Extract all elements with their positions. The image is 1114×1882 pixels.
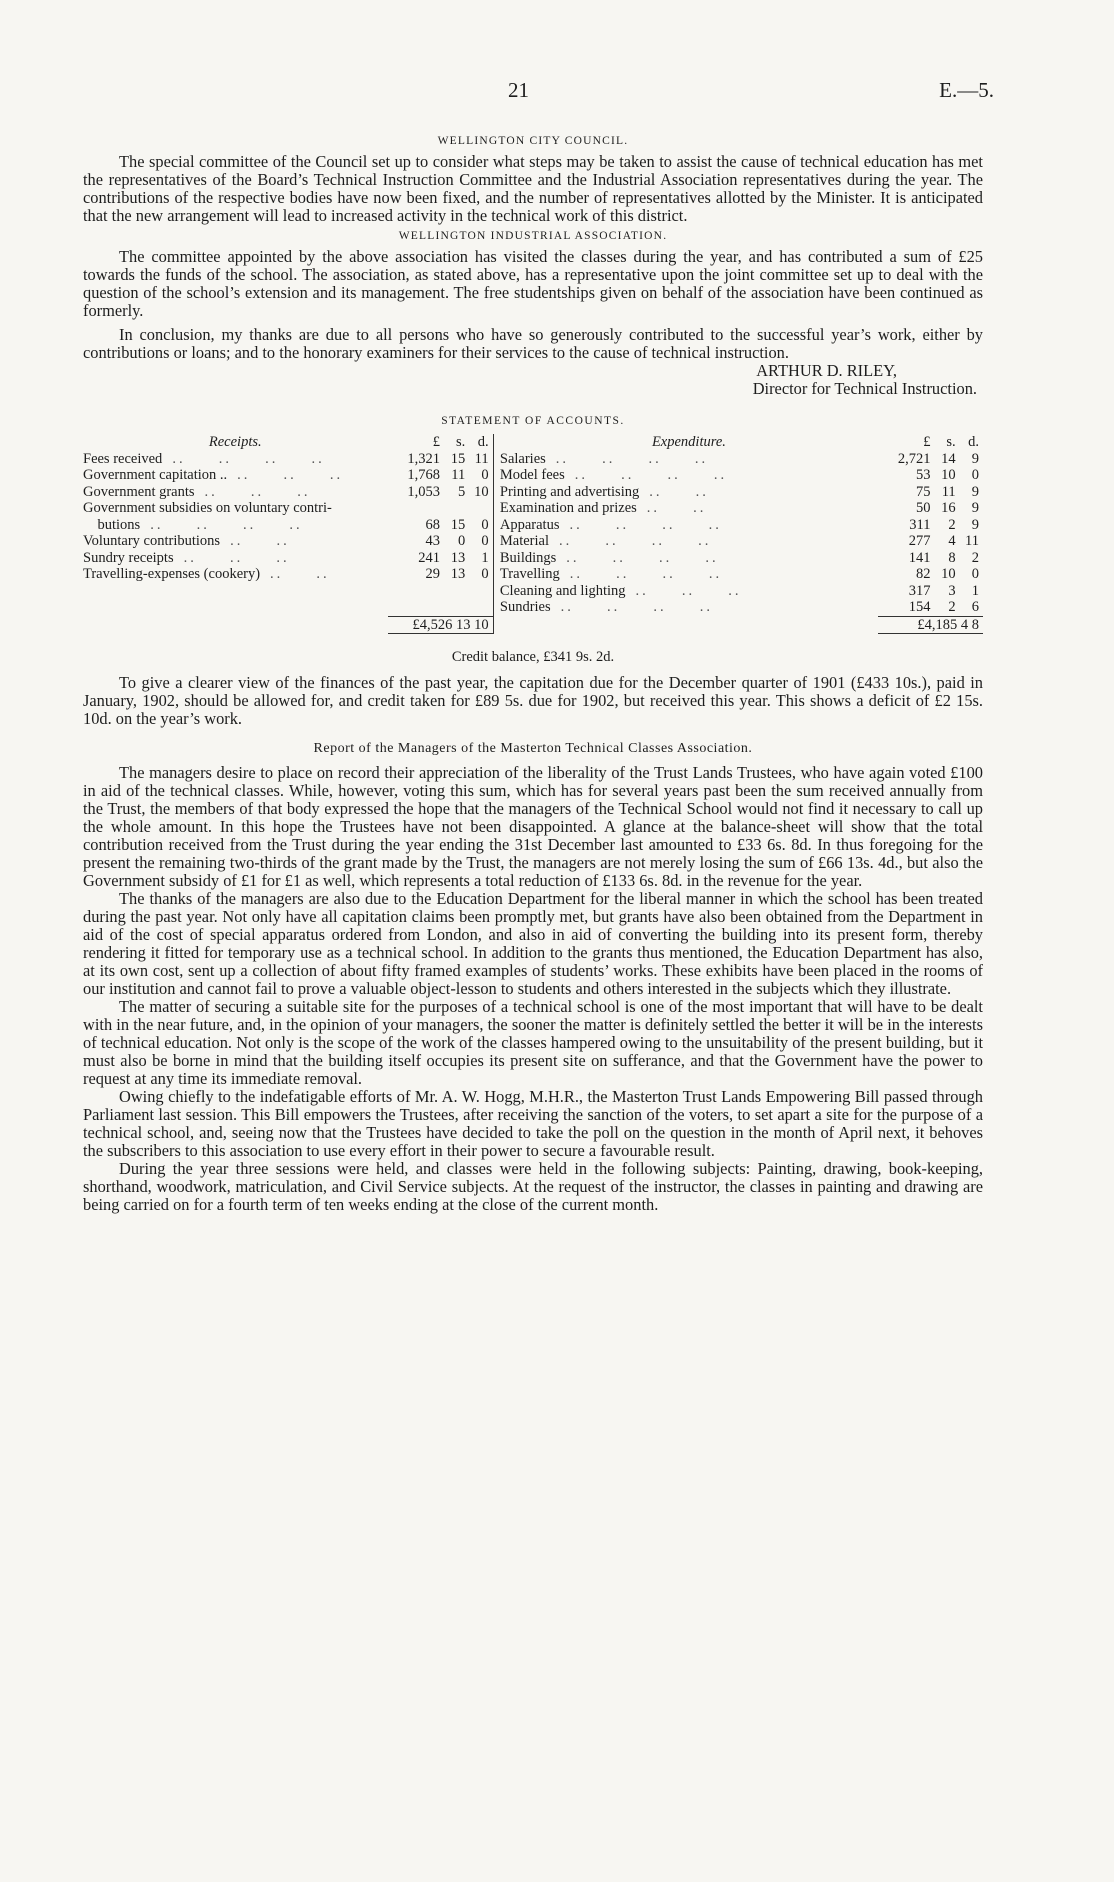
leader-dots: .. .. .. ..	[569, 566, 723, 582]
receipt-shillings: 13	[450, 566, 466, 582]
credit-balance: Credit balance, £341 9s. 2d.	[451, 649, 615, 665]
expenditure-pence: 11	[965, 533, 979, 549]
expenditure-pounds: 154	[908, 599, 931, 615]
accounts-row	[83, 599, 983, 616]
expenditure-pence: 0	[971, 566, 979, 582]
receipt-pounds: 43	[425, 533, 441, 549]
expenditure-pence: 0	[971, 467, 979, 483]
receipt-label	[83, 467, 388, 484]
leader-dots: .. .. .. ..	[574, 467, 728, 483]
expenditure-pence: 9	[971, 450, 979, 467]
receipt-shillings: 15	[450, 516, 466, 533]
signer-name: ARTHUR D. RILEY,	[756, 361, 897, 380]
accounts-row	[83, 500, 983, 517]
receipt-label	[83, 599, 388, 616]
section-heading-masterton: Report of the Managers of the Masterton Technical Classes Association.	[313, 741, 753, 756]
column-divider	[493, 566, 500, 583]
accounts-row	[83, 484, 983, 501]
receipts-heading: Receipts.	[208, 434, 262, 450]
column-divider	[493, 550, 500, 567]
col-shillings: s.	[946, 434, 956, 450]
expenditure-label	[500, 533, 878, 550]
receipt-label-text: Voluntary contributions	[83, 533, 221, 549]
accounts-row	[83, 533, 983, 550]
expenditure-label-text: Apparatus	[499, 516, 560, 533]
column-divider	[493, 517, 500, 534]
expenditure-total: £4,185 4 8	[878, 616, 983, 634]
masterton-report	[83, 764, 983, 1214]
expenditure-pounds: 141	[908, 549, 931, 566]
receipt-label-text: Sundry receipts	[83, 549, 174, 566]
accounts-row	[83, 517, 983, 534]
receipt-shillings: 11	[451, 467, 466, 483]
masterton-paragraph: Owing chiefly to the indefatigable efforts of Mr. A. W. Hogg, M.H.R., the Masterton Trust Lands Empowering Bill passed through Parliament last session. This Bill empowers the Trustees, after receiving the sanction of the voters, to set apart a site for the purpose of a technical school, and, seeing now that the Trustees have decided to take the poll on the question in the month of April next, it behoves the subscribers to this association to use every effort in their power to secure a favourable result.	[83, 1087, 983, 1160]
leader-dots: .. .. .. ..	[559, 533, 712, 549]
expenditure-shillings: 14	[941, 450, 956, 467]
paragraph-conclusion: In conclusion, my thanks are due to all persons who have so generously contributed to the successful year’s work, either by contributions or loans; and to the honorary examiners for their services to the cause of technical instruction.	[83, 325, 983, 362]
accounts-table	[83, 434, 983, 634]
expenditure-label	[500, 484, 878, 501]
expenditure-label-text: Travelling	[499, 566, 560, 582]
receipt-label-text: Government capitation ..	[83, 467, 228, 483]
column-divider	[493, 434, 500, 451]
receipt-pounds	[388, 500, 441, 517]
receipt-label	[83, 566, 388, 583]
leader-dots: .. .. .. ..	[172, 450, 325, 467]
receipt-label-text: Government grants	[83, 483, 195, 500]
column-divider	[493, 599, 500, 616]
expenditure-pounds: 277	[908, 533, 931, 549]
expenditure-pence: 1	[971, 582, 979, 599]
expenditure-label-text: Cleaning and lighting	[499, 582, 626, 599]
section-heading-industrial-association: WELLINGTON INDUSTRIAL ASSOCIATION.	[398, 230, 668, 242]
receipt-label	[83, 583, 388, 600]
masterton-paragraph: The matter of securing a suitable site for the purposes of a technical school is one of the most important that will have to be dealt with in the near future, and, in the opinion of your managers, the sooner the matter is definitely settled the better it will be in the interests of technical education. Not only is the scope of the work of the classes hampered owing to the unsuitability of the present building, but it must also be borne in mind that the building itself occupies its present site on sufferance, and that the Government have the power to request at any time its immediate removal.	[83, 997, 983, 1088]
receipt-pounds: 68	[425, 516, 441, 533]
leader-dots: .. .. ..	[635, 582, 742, 599]
receipt-pence: 1	[481, 549, 489, 566]
expenditure-label-text: Material	[499, 533, 550, 549]
receipt-pounds	[388, 599, 441, 616]
leader-dots: .. ..	[646, 500, 707, 516]
masterton-paragraph: The thanks of the managers are also due to the Education Department for the liberal manner in which the school has been treated during the past year. Not only have all capitation claims been promptly met, but grants have also been obtained from the Department in aid of the cost of special apparatus ordered from London, and also in aid of converting the building into its present form, thereby rendering it fitted for temporary use as a technical school. In addition to the grants thus mentioned, the Education Department has also, at its own cost, sent up a collection of about fifty framed examples of students’ works. These exhibits have been placed in the rooms of our institution and cannot fail to prove a valuable object-lesson to students and others interested in the subjects which they illustrate.	[83, 889, 983, 998]
accounts-row	[83, 451, 983, 468]
receipt-pence	[465, 583, 493, 600]
receipt-pence: 0	[481, 533, 489, 549]
expenditure-shillings: 10	[941, 467, 956, 483]
accounts-header-row	[83, 434, 983, 451]
expenditure-label	[500, 517, 878, 534]
expenditure-pounds: 2,721	[897, 450, 931, 467]
receipt-label	[83, 500, 388, 517]
accounts-row	[83, 550, 983, 567]
column-divider	[493, 451, 500, 468]
col-pence: d.	[968, 434, 979, 450]
expenditure-shillings: 3	[948, 582, 956, 599]
expenditure-label-text: Salaries	[499, 450, 546, 467]
page-number: 21	[508, 78, 529, 102]
paragraph-city-council: The special committee of the Council set up to consider what steps may be taken to assist the cause of technical education has met the representatives of the Board’s Technical Instruction Committee and the Industrial Association representatives during the year. The contributions of the respective bodies have now been fixed, and the number of representatives allotted by the Minister. It is anticipated that the new arrangement will lead to increased activity in the technical work of this district.	[83, 152, 983, 225]
leader-dots: .. ..	[649, 483, 709, 500]
expenditure-label-text: Model fees	[499, 467, 565, 483]
document-code: E.—5.	[939, 78, 994, 102]
accounts-title: STATEMENT OF ACCOUNTS.	[441, 415, 625, 427]
receipt-pounds: 241	[418, 549, 441, 566]
expenditure-label-text: Printing and advertising	[499, 483, 640, 500]
receipt-label	[83, 517, 388, 534]
expenditure-pence: 9	[971, 483, 979, 500]
column-divider	[493, 484, 500, 501]
receipt-pounds: 1,768	[407, 467, 441, 483]
receipt-label-text: butions	[83, 516, 141, 533]
leader-dots: .. .. .. ..	[555, 450, 709, 467]
totals-row	[83, 616, 983, 634]
expenditure-pounds: 317	[908, 582, 931, 599]
receipts-total: £4,526 13 10	[388, 616, 494, 634]
section-heading-city-council: WELLINGTON CITY COUNCIL.	[437, 135, 629, 147]
signature-block	[83, 362, 977, 398]
expenditure-label	[500, 583, 878, 600]
receipt-shillings: 15	[450, 450, 466, 467]
receipt-shillings	[440, 583, 465, 600]
column-divider	[493, 500, 500, 517]
expenditure-label	[500, 467, 878, 484]
masterton-paragraph: The managers desire to place on record their appreciation of the liberality of the Trust Lands Trustees, who have again voted £100 in aid of the technical classes. While, however, voting this sum, which has for several years past been the sum received annually from the Trust, the members of that body expressed the hope that the managers of the Technical School would not find it necessary to call up the whole amount. In this hope the Trustees have not been disappointed. A glance at the balance-sheet will show that the total contribution received from the Trust during the year ending the 31st December last amounted to £33 6s. 8d. In thus foregoing for the present the remaining two-thirds of the grant made by the Trust, the managers are not merely losing the sum of £66 13s. 4d., but also the Government subsidy of £1 for £1 as well, which represents a total reduction of £133 6s. 8d. in the revenue for the year.	[83, 763, 983, 890]
expenditure-shillings: 8	[948, 549, 956, 566]
receipt-shillings: 13	[450, 549, 466, 566]
receipt-pence: 0	[481, 516, 489, 533]
receipt-label-text: Fees received	[83, 450, 163, 467]
expenditure-label-text: Buildings	[499, 549, 557, 566]
accounts-row	[83, 467, 983, 484]
expenditure-shillings: 4	[948, 533, 956, 549]
leader-dots: .. .. .. ..	[150, 516, 303, 533]
expenditure-pounds: 82	[915, 566, 931, 582]
receipt-shillings: 5	[458, 483, 466, 500]
expenditure-shillings: 10	[941, 566, 956, 582]
page-content	[83, 130, 983, 1214]
accounts-row	[83, 566, 983, 583]
expenditure-shillings: 16	[941, 500, 956, 516]
column-divider	[493, 533, 500, 550]
masterton-paragraph: During the year three sessions were held, and classes were held in the following subjects: Painting, drawing, book-keeping, shorthand, woodwork, matriculation, and Civil Service subjects. At the request of the instructor, the classes in painting and drawing are being carried on for a fourth term of ten weeks ending at the close of the current month.	[83, 1159, 983, 1214]
receipt-label-text: Travelling-expenses (cookery)	[83, 566, 261, 582]
col-pence: d.	[477, 434, 489, 450]
expenditure-label-text: Examination and prizes	[499, 500, 637, 516]
leader-dots: .. .. .. ..	[569, 516, 722, 533]
expenditure-pounds: 50	[915, 500, 931, 516]
leader-dots: .. ..	[230, 533, 290, 549]
col-pound: £	[432, 434, 441, 450]
expenditure-label	[500, 550, 878, 567]
receipt-shillings: 0	[458, 533, 466, 549]
expenditure-label	[500, 599, 878, 616]
receipt-pounds: 29	[425, 566, 441, 582]
page-header	[0, 78, 1114, 108]
expenditure-pence: 2	[971, 549, 979, 566]
receipt-pounds: 1,053	[407, 483, 441, 500]
column-divider	[493, 467, 500, 484]
leader-dots: .. .. .. ..	[560, 599, 714, 615]
receipt-label	[83, 550, 388, 567]
leader-dots: .. .. ..	[237, 467, 344, 483]
column-divider	[493, 583, 500, 600]
expenditure-label	[500, 451, 878, 468]
receipt-shillings	[440, 599, 465, 616]
expenditure-pence: 9	[971, 500, 979, 516]
receipt-pounds	[388, 583, 441, 600]
expenditure-pence: 6	[971, 599, 979, 615]
receipt-label	[83, 451, 388, 468]
expenditure-label	[500, 500, 878, 517]
receipt-pence: 10	[474, 483, 489, 500]
paragraph-finance-note: To give a clearer view of the finances of the past year, the capitation due for the December quarter of 1901 (£433 10s.), paid in January, 1902, should be allowed for, and credit taken for £89 5s. due for 1902, but received this year. This shows a deficit of £2 15s. 10d. on the year’s work.	[83, 673, 983, 728]
leader-dots: .. .. ..	[183, 549, 290, 566]
expenditure-label	[500, 566, 878, 583]
receipt-shillings	[440, 500, 465, 517]
leader-dots: .. ..	[270, 566, 330, 582]
col-pound: £	[923, 434, 931, 450]
expenditure-pounds: 53	[915, 467, 931, 483]
leader-dots: .. .. ..	[204, 483, 311, 500]
signer-title: Director for Technical Instruction.	[752, 379, 977, 398]
receipt-label-text: Government subsidies on voluntary contri-	[83, 500, 332, 516]
receipt-label	[83, 484, 388, 501]
receipt-pence	[465, 500, 493, 517]
receipt-label	[83, 533, 388, 550]
leader-dots: .. .. .. ..	[566, 549, 719, 566]
expenditure-pounds: 75	[915, 483, 931, 500]
expenditure-heading: Expenditure.	[651, 434, 726, 450]
receipt-pence: 0	[481, 467, 489, 483]
receipt-pounds: 1,321	[407, 450, 441, 467]
expenditure-shillings: 2	[948, 516, 956, 533]
column-divider	[493, 616, 500, 634]
receipt-pence	[465, 599, 493, 616]
expenditure-shillings: 11	[941, 483, 956, 500]
col-shillings: s.	[455, 434, 466, 450]
accounts-row	[83, 583, 983, 600]
receipt-pence: 0	[481, 566, 489, 582]
expenditure-pence: 9	[971, 516, 979, 533]
expenditure-pounds: 311	[909, 516, 931, 533]
expenditure-shillings: 2	[948, 599, 956, 615]
receipt-pence: 11	[474, 450, 489, 467]
paragraph-industrial-association: The committee appointed by the above association has visited the classes during the year, and has contributed a sum of £25 towards the funds of the school. The association, as stated above, has a representative upon the joint committee set up to deal with the question of the school’s extension and its management. The free studentships given on behalf of the association have been continued as formerly.	[83, 247, 983, 320]
expenditure-label-text: Sundries	[499, 599, 551, 615]
